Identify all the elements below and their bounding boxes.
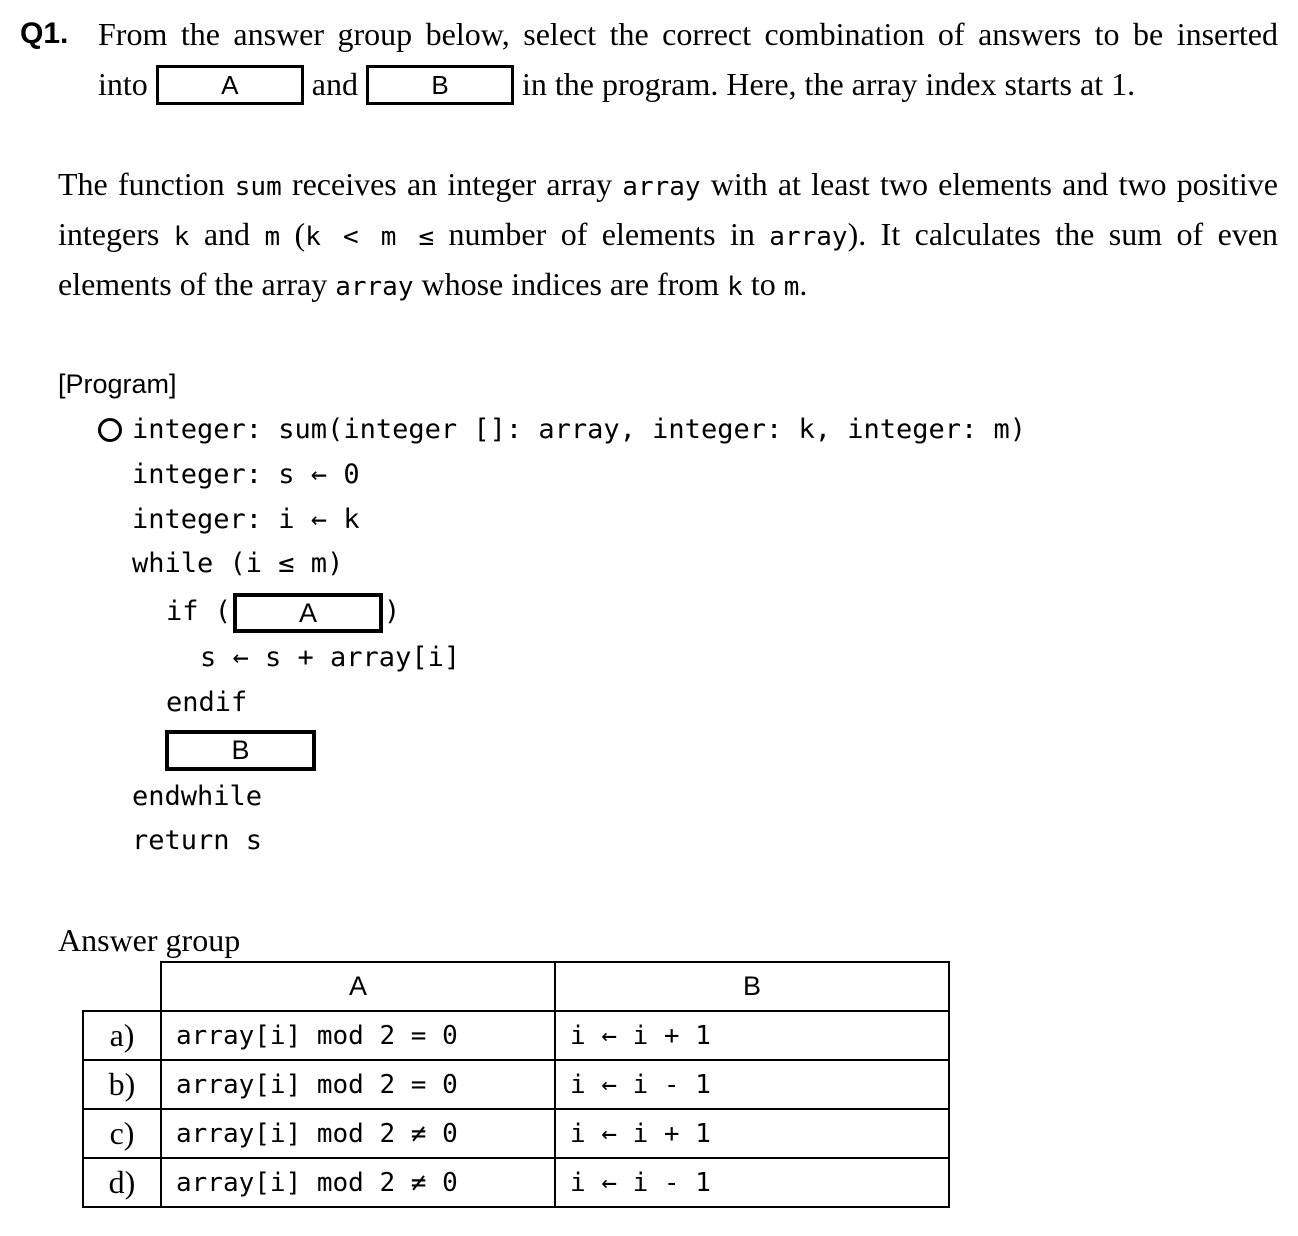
answer-label: d)	[83, 1158, 161, 1207]
answer-b-cell: i ← i + 1	[555, 1109, 949, 1158]
answer-group-title: Answer group	[58, 922, 241, 958]
code-array: array	[335, 272, 414, 302]
code-k: k	[173, 222, 190, 252]
question-and: and	[311, 66, 358, 102]
text: to	[742, 266, 784, 302]
text: elements of the array	[58, 266, 336, 302]
corner-cell	[83, 962, 161, 1011]
text: with at least two elements and two positive	[700, 166, 1279, 202]
answer-a-cell: array[i] mod 2 ≠ 0	[161, 1109, 555, 1158]
answer-b-cell: i ← i + 1	[555, 1011, 949, 1060]
question-number: Q1.	[20, 17, 69, 50]
question-text-line2	[98, 64, 1135, 105]
header-a: A	[161, 962, 555, 1011]
text: ). It calculates the sum of even	[847, 216, 1279, 252]
answer-row-c	[83, 1109, 949, 1158]
answer-row-d	[83, 1158, 949, 1207]
text: (	[280, 216, 306, 252]
code-if-close: )	[384, 596, 401, 627]
blank-a-code: A	[233, 593, 383, 633]
text: receives an integer array	[281, 166, 623, 202]
answer-a-cell: array[i] mod 2 = 0	[161, 1060, 555, 1109]
code-m: m	[264, 222, 281, 252]
code-decl-s: integer: s ← 0	[132, 459, 360, 490]
header-b: B	[555, 962, 949, 1011]
blank-a-inline: A	[156, 65, 304, 105]
answer-a-cell: array[i] mod 2 ≠ 0	[161, 1158, 555, 1207]
code-k: k	[727, 272, 743, 302]
code-while: while (i ≤ m)	[132, 548, 344, 579]
code-if-open: if (	[166, 596, 232, 627]
answer-row-b	[83, 1060, 949, 1109]
code-array: array	[769, 222, 848, 252]
answer-label: b)	[83, 1060, 161, 1109]
question-text-line1: From the answer group below, select the correct combination of answers to be inserted	[98, 16, 1278, 52]
description-line2	[58, 214, 1278, 257]
answer-row-a	[83, 1011, 949, 1060]
text: and	[189, 216, 265, 252]
code-endif: endif	[166, 687, 248, 718]
answer-table	[82, 961, 950, 1208]
circle-bullet-icon	[98, 418, 122, 442]
code-sum: sum	[234, 172, 282, 202]
code-assign: s ← s + array[i]	[200, 642, 461, 673]
question-into: into	[98, 66, 148, 102]
text: The function	[58, 166, 235, 202]
code-endwhile: endwhile	[132, 781, 263, 812]
code-decl-i: integer: i ← k	[132, 504, 360, 535]
answer-table-header	[83, 962, 949, 1011]
answer-b-cell: i ← i - 1	[555, 1060, 949, 1109]
code-condition: k < m ≤	[305, 222, 435, 252]
text: number of elements in	[434, 216, 770, 252]
answer-label: a)	[83, 1011, 161, 1060]
description-line1	[58, 164, 1278, 207]
blank-b-code: B	[165, 730, 316, 771]
answer-a-cell: array[i] mod 2 = 0	[161, 1011, 555, 1060]
program-title: [Program]	[58, 369, 177, 399]
code-signature: integer: sum(integer []: array, integer: k, integer: m)	[132, 414, 1027, 445]
code-array: array	[622, 172, 701, 202]
code-m: m	[783, 272, 800, 302]
blank-b-inline: B	[366, 65, 514, 105]
description-line3	[58, 264, 807, 307]
answer-label: c)	[83, 1109, 161, 1158]
answer-b-cell: i ← i - 1	[555, 1158, 949, 1207]
code-return: return s	[132, 825, 263, 856]
text: .	[799, 266, 808, 302]
text: integers	[58, 216, 174, 252]
text: whose indices are from	[413, 266, 728, 302]
question-suffix: in the program. Here, the array index starts at 1.	[521, 66, 1136, 102]
